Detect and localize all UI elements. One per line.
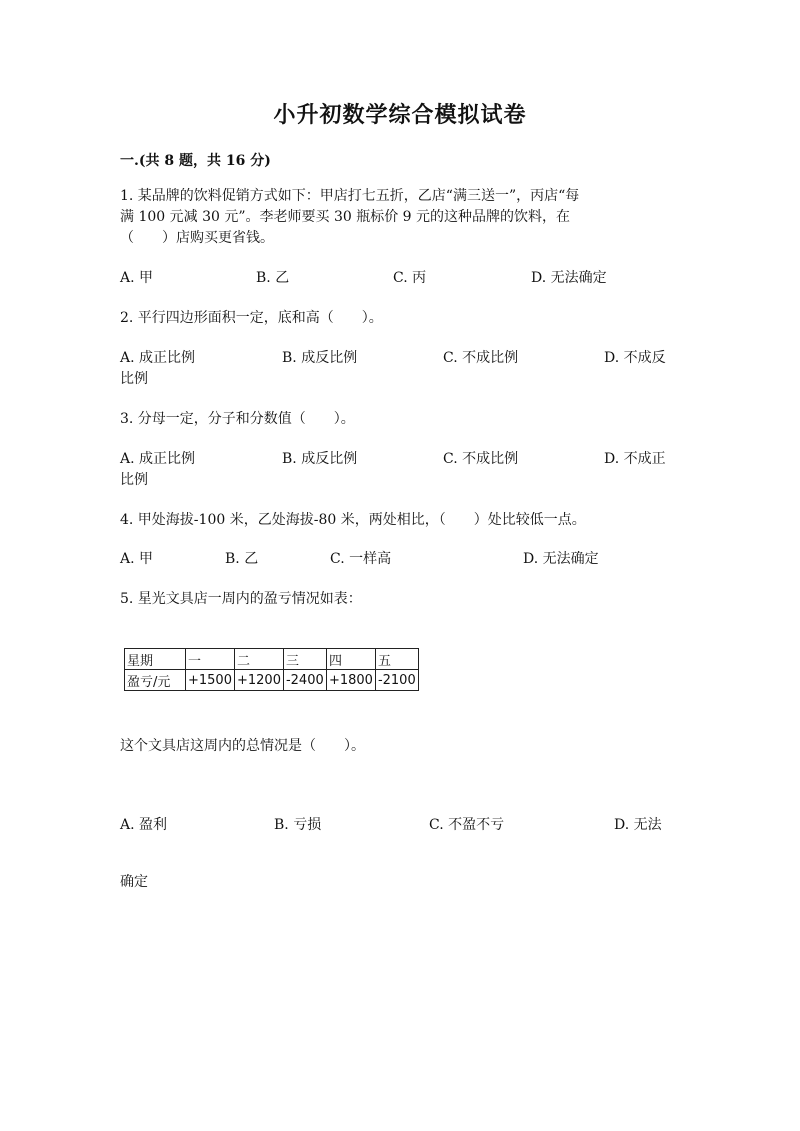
q3-option-d-wrap: 比例 — [120, 472, 148, 488]
table-row — [125, 670, 419, 691]
table-cell: 星期 — [125, 649, 186, 670]
q5-option-c: C. 不盈不亏 — [429, 817, 505, 833]
q2-option-d-wrap: 比例 — [120, 371, 148, 387]
question-5: 5. 星光文具店一周内的盈亏情况如表： — [120, 591, 362, 607]
page-title: 小升初数学综合模拟试卷 — [273, 102, 527, 128]
q1-option-d: D. 无法确定 — [531, 270, 607, 286]
table-cell: -2400 — [283, 670, 326, 691]
q4-option-b: B. 乙 — [225, 551, 259, 567]
q3-option-b: B. 成反比例 — [282, 451, 358, 467]
q2-option-c: C. 不成比例 — [443, 350, 519, 366]
question-4: 4. 甲处海拔-100 米，乙处海拔-80 米，两处相比，（ ）处比较低一点。 — [120, 512, 586, 528]
table-cell: 三 — [283, 649, 326, 670]
q1-option-c: C. 丙 — [393, 270, 427, 286]
question-3: 3. 分母一定，分子和分数值（ ）。 — [120, 411, 355, 427]
table-cell: +1500 — [186, 670, 235, 691]
table-cell: 四 — [326, 649, 375, 670]
table-cell: 盈亏/元 — [125, 670, 186, 691]
question-1-line-1: 1. 某品牌的饮料促销方式如下：甲店打七五折，乙店“满三送一”，丙店“每 — [120, 188, 580, 204]
q3-option-a: A. 成正比例 — [120, 451, 196, 467]
question-5-followup: 这个文具店这周内的总情况是（ ）。 — [120, 738, 365, 754]
table-cell: +1800 — [326, 670, 375, 691]
table-cell: 五 — [375, 649, 418, 670]
q5-option-b: B. 亏损 — [274, 817, 322, 833]
table-cell: 二 — [234, 649, 283, 670]
table-cell: 一 — [186, 649, 235, 670]
table-cell: -2100 — [375, 670, 418, 691]
profit-loss-table — [124, 648, 419, 691]
question-1-line-2: 满 100 元减 30 元”。李老师要买 30 瓶标价 9 元的这种品牌的饮料，在 — [120, 209, 571, 225]
q2-option-d: D. 不成反 — [604, 350, 666, 366]
q1-option-b: B. 乙 — [256, 270, 290, 286]
q4-option-a: A. 甲 — [120, 551, 154, 567]
q3-option-c: C. 不成比例 — [443, 451, 519, 467]
q1-option-a: A. 甲 — [120, 270, 154, 286]
question-1 — [120, 186, 680, 249]
q4-option-d: D. 无法确定 — [523, 551, 599, 567]
q5-option-d-wrap: 确定 — [120, 874, 148, 890]
q5-option-d: D. 无法 — [614, 817, 662, 833]
table-cell: +1200 — [234, 670, 283, 691]
q3-option-d: D. 不成正 — [604, 451, 666, 467]
question-1-line-3: （ ）店购买更省钱。 — [120, 230, 274, 246]
q4-option-c: C. 一样高 — [330, 551, 392, 567]
q5-option-a: A. 盈利 — [120, 817, 168, 833]
section-heading: 一.(共 8 题，共 16 分) — [120, 153, 271, 169]
table-header-row — [125, 649, 419, 670]
q2-option-b: B. 成反比例 — [282, 350, 358, 366]
q2-option-a: A. 成正比例 — [120, 350, 196, 366]
question-2: 2. 平行四边形面积一定，底和高（ ）。 — [120, 310, 383, 326]
